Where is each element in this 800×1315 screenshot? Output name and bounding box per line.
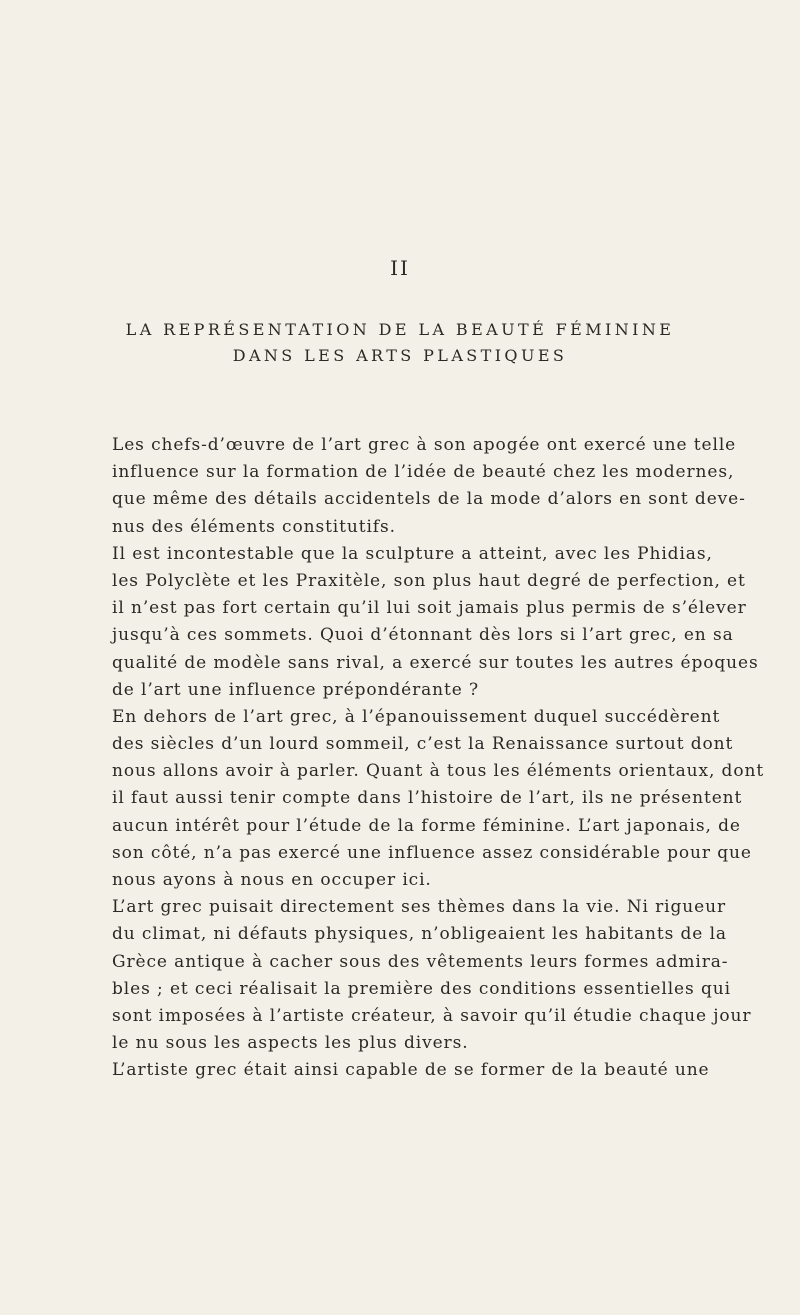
body-text [112,432,765,1085]
text-line: de l’art une influence prépondérante ? [112,679,480,700]
text-line: En dehors de l’art grec, à l’épanouissement duquel succédèrent [112,706,721,727]
chapter-title-line-2: DANS LES ARTS PLASTIQUES [232,346,568,365]
text-line: des siècles d’un lourd sommeil, c’est la Renaissance surtout dont [112,734,734,755]
text-line: L’artiste grec était ainsi capable de se former de la beauté une [112,1060,710,1081]
chapter-title-line-1: LA REPRÉSENTATION DE LA BEAUTÉ FÉMININE [125,320,675,339]
text-line: il faut aussi tenir compte dans l’histoire de l’art, ils ne présentent [112,788,743,809]
text-line: du climat, ni défauts physiques, n’obligeaient les habitants de la [112,924,727,945]
text-line: bles ; et ceci réalisait la première des conditions essentielles qui [112,978,731,999]
text-line: nus des éléments constitutifs. [112,516,396,537]
text-line: les Polyclète et les Praxitèle, son plus haut degré de perfection, et [112,570,746,591]
text-line: L’art grec puisait directement ses thèmes dans la vie. Ni rigueur [112,897,726,918]
chapter-number: II [390,256,410,280]
text-line: nous allons avoir à parler. Quant à tous les éléments orientaux, dont [112,761,765,782]
text-line: le nu sous les aspects les plus divers. [112,1033,469,1054]
text-line: Grèce antique à cacher sous des vêtements leurs formes admira- [112,951,729,972]
text-line: Il est incontestable que la sculpture a atteint, avec les Phidias, [112,543,713,564]
text-line: qualité de modèle sans rival, a exercé sur toutes les autres époques [112,652,759,673]
text-line: il n’est pas fort certain qu’il lui soit jamais plus permis de s’élever [112,598,747,619]
text-line: sont imposées à l’artiste créateur, à savoir qu’il étudie chaque jour [112,1005,752,1026]
text-line: jusqu’à ces sommets. Quoi d’étonnant dès lors si l’art grec, en sa [112,625,734,646]
text-line: influence sur la formation de l’idée de beauté chez les modernes, [112,462,735,483]
text-line: que même des détails accidentels de la mode d’alors en sont deve- [112,489,746,510]
text-line: aucun intérêt pour l’étude de la forme féminine. L’art japonais, de [112,815,741,836]
text-line: Les chefs-d’œuvre de l’art grec à son apogée ont exercé une telle [112,435,737,455]
text-line: son côté, n’a pas exercé une influence assez considérable pour que [112,842,752,863]
text-line: nous ayons à nous en occuper ici. [112,870,432,890]
